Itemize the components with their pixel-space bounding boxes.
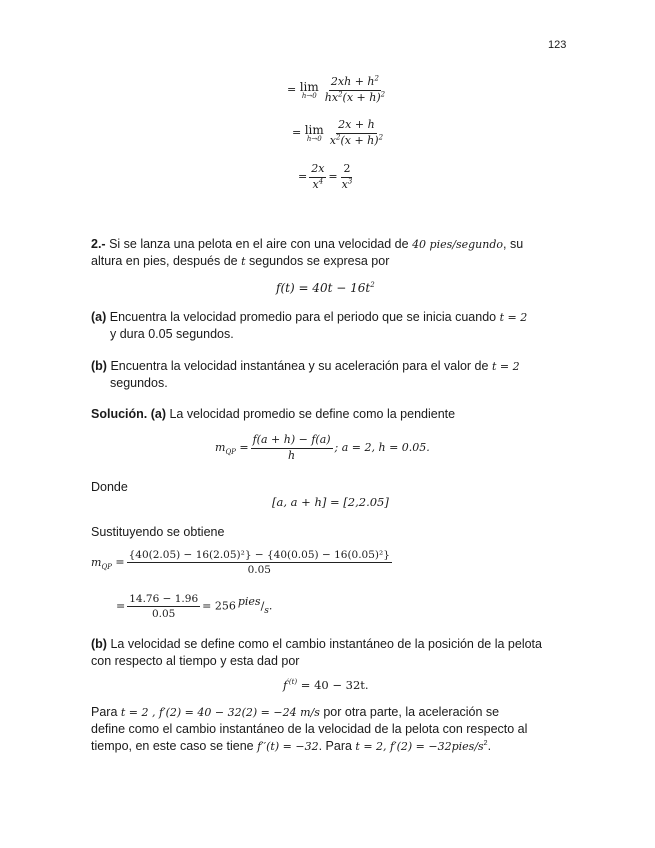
eq3-left-denominator: x (312, 177, 319, 191)
final-3b: f′′(t) = −32 (257, 740, 319, 753)
donde-label: Donde (91, 480, 128, 494)
limit-step-1: = lim h→0 $\frac{2xh + h^2}{hx^2(x + h)^2}$ (287, 74, 386, 104)
eq1-denominator-a: hx (324, 90, 339, 104)
problem-speed: 40 pies/segundo (412, 238, 504, 251)
problem-intro-3: altura en pies, después de (91, 254, 242, 268)
solution-b-text-2: con respecto al tiempo y esta dad por (91, 654, 300, 668)
eq2-numerator: 2x + h (336, 119, 377, 134)
problem-t-var: t (241, 255, 246, 268)
problem-intro-4: segundos se expresa por (245, 254, 390, 268)
page-number: 123 (548, 39, 567, 51)
lim-subscript: h→0 (301, 91, 317, 100)
definition-tail: ; a = 2, h = 0.05. (334, 441, 430, 455)
derivative-equation: $f^{'(t)} = 40 - 32t$. (283, 678, 369, 692)
lim-subscript-2: h→0 (306, 134, 322, 143)
limit-step-3: = $\frac{2x}{x^4}$ = $\frac{2}{x^3}$ (298, 162, 353, 191)
lim-word: lim (299, 79, 319, 94)
height-function-text: f(t) = 40t − 16t (276, 281, 371, 295)
result-value: = 256 (202, 599, 236, 613)
sustituyendo-label: Sustituyendo se obtiene (91, 525, 225, 539)
solution-text-1: La velocidad promedio se define como la pendiente (166, 407, 456, 421)
final-3d: t = 2, f′(2) = −32pies/s (355, 740, 484, 753)
part-a-text-2: y dura 0.05 segundos. (110, 327, 234, 341)
solution-b-text-1: La velocidad se define como el cambio instantáneo de la posición de la pelota (106, 637, 542, 651)
average-velocity-definition: $m_{QP}$ = $\frac{f(a + h) - f(a)}{h}$ ; a = 2, h = 0.05. (215, 433, 430, 462)
problem-label: 2.- (91, 237, 106, 251)
calc-denominator: 0.05 (247, 564, 271, 577)
part-a-statement (91, 309, 561, 343)
height-function: $f(t) = 40t - 16t^2$ (276, 281, 375, 295)
part-b-solution (91, 636, 561, 670)
eq1-numerator: 2xh + h (330, 75, 375, 88)
result-unit-bottom: s (264, 605, 269, 616)
problem-intro-1: Si se lanza una pelota en el aire con una velocidad de (105, 237, 413, 251)
final-3e: . (487, 739, 492, 753)
final-1a: Para (91, 705, 121, 719)
problem-intro-2: , su (503, 237, 524, 251)
final-3c: . Para (318, 739, 356, 753)
result-numerator: 14.76 − 1.96 (127, 593, 200, 607)
lim-word-2: lim (304, 122, 324, 137)
part-a-text-1: Encuentra la velocidad promedio para el periodo que se inicia cuando (106, 310, 500, 324)
limit-step-2: = lim h→0 $\frac{2x + h}{x^2(x + h)^2}$ (292, 118, 384, 147)
final-2: define como el cambio instantáneo de la velocidad de la pelota con respecto al (91, 722, 528, 736)
mqp-subscript-2: QP (101, 562, 112, 571)
calc-numerator: {40(2.05) − 16(2.05)²} − {40(0.05) − 16(0.05)²} (127, 549, 392, 563)
eq3-right-numerator: 2 (341, 163, 352, 178)
derivative-rhs: = 40 − 32t. (300, 678, 369, 692)
eq3-right-denominator: x (341, 177, 348, 191)
final-3a: tiempo, en este caso se tiene (91, 739, 258, 753)
solution-intro (91, 406, 561, 423)
solution-label: Solución. (a) (91, 407, 166, 421)
part-b-label: (b) (91, 359, 107, 373)
part-b-statement (91, 358, 561, 392)
eq1-denominator-b: (x + h) (342, 90, 381, 104)
mqp-symbol: m (215, 441, 226, 455)
mqp-symbol-2: m (91, 555, 102, 569)
part-a-t: t = 2 (499, 311, 528, 324)
part-b-t: t = 2 (491, 360, 520, 373)
result-denominator: 0.05 (151, 608, 176, 621)
interval: [a, a + h] = [2,2.05] (272, 495, 389, 509)
problem-statement (91, 236, 561, 270)
definition-denominator: h (288, 448, 296, 462)
result-unit-top: pies (237, 594, 261, 608)
substitution-result: = $\frac{14.76 - 1.96}{0.05}$ = 256 pies/$_s$. (116, 593, 273, 621)
part-b-text-2: segundos. (110, 376, 168, 390)
final-1b: t = 2 , f′(2) = 40 − 32(2) = −24 m/s (120, 706, 320, 719)
part-a-label: (a) (91, 310, 107, 324)
mqp-subscript: QP (225, 448, 236, 457)
final-1c: por otra parte, la aceleración se (319, 705, 500, 719)
final-paragraph: Para t = 2 , f′(2) = 40 − 32(2) = −24 m/s por otra parte, la aceleración se define como el cambio instantáneo de la velocidad de la pelota con respecto al tiempo, en este caso se tiene f′′(t) = −32. Para t = 2, $f'(2) = -32pies/s^2$. (91, 705, 528, 753)
eq3-left-numerator: 2x (309, 163, 326, 178)
definition-numerator: f(a + h) − f(a) (251, 434, 333, 449)
part-b-text-1: Encuentra la velocidad instantánea y su aceleración para el valor de (106, 359, 492, 373)
eq2-denominator-a: x (329, 133, 336, 147)
solution-b-label: (b) (91, 637, 107, 651)
eq2-denominator-b: (x + h) (340, 133, 379, 147)
substitution-calc: $m_{QP}$ = $\frac{\text{\{40(2.05) − 16(2.05)²\} − \{40(0.05) − 16(0.05)²\}}}{0.05}$ (91, 549, 390, 577)
